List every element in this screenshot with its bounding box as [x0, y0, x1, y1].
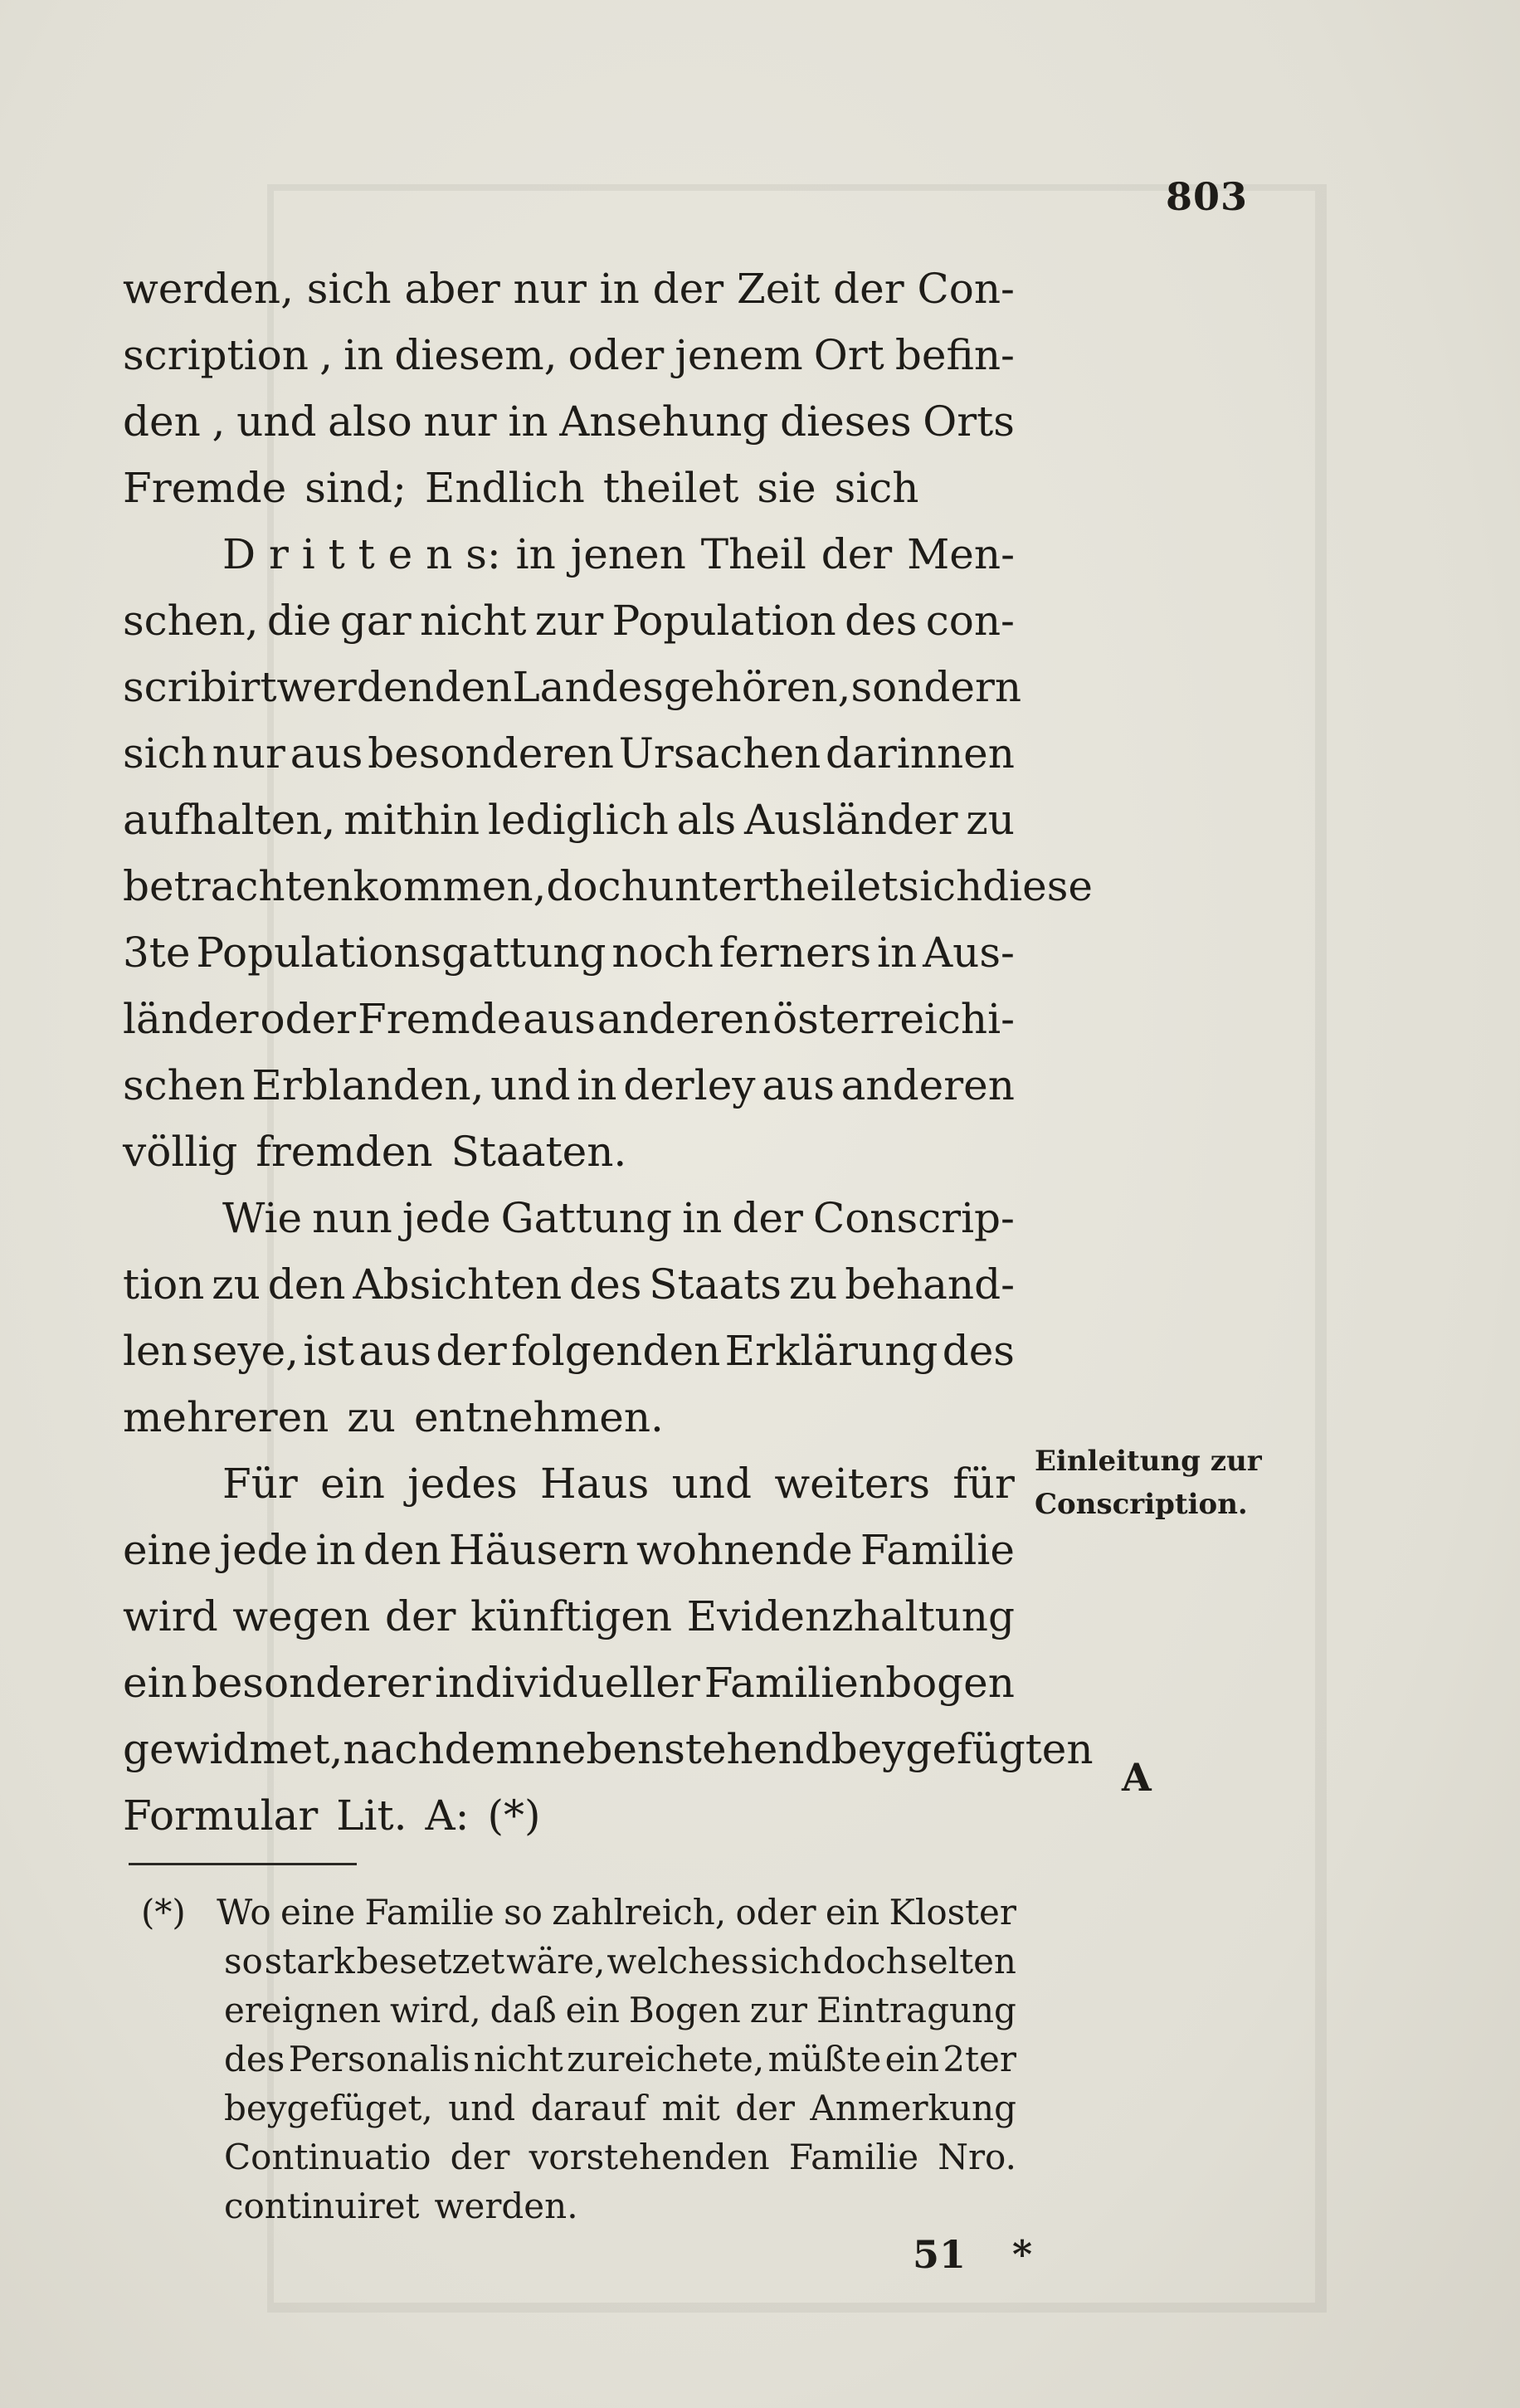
- word: der: [436, 1327, 507, 1375]
- text-line: [123, 1052, 1015, 1119]
- word: sich: [898, 862, 983, 910]
- word: Familie: [364, 1892, 494, 1933]
- word: Populationsgattung: [196, 929, 607, 977]
- word: aber: [404, 265, 500, 313]
- word: in: [315, 1526, 356, 1574]
- word: vorstehenden: [529, 2137, 770, 2177]
- word: Nro.: [938, 2137, 1016, 2177]
- word: sich: [750, 1941, 821, 1981]
- word: wird: [123, 1592, 218, 1640]
- word: völlig: [123, 1128, 238, 1176]
- word: ist: [303, 1327, 355, 1375]
- word: für: [952, 1460, 1015, 1508]
- word: zahlreich,: [552, 1892, 727, 1933]
- text-line: [123, 787, 1015, 853]
- word: sie: [757, 464, 816, 512]
- word: ein: [320, 1460, 385, 1508]
- word: der: [833, 265, 904, 313]
- word: zureichete,: [567, 2039, 765, 2079]
- footnote-line: [141, 2035, 1016, 2084]
- word: jenem: [675, 331, 803, 379]
- text-line: [123, 455, 1015, 521]
- word: ein: [123, 1659, 188, 1707]
- word: stark: [264, 1941, 355, 1981]
- word: mehreren: [123, 1393, 329, 1441]
- word: betrachten: [123, 862, 353, 910]
- word: doch: [822, 1941, 909, 1981]
- word: nur: [513, 265, 587, 313]
- page-number: 803: [1166, 174, 1249, 219]
- margin-note-line: Conscription.: [1035, 1488, 1248, 1521]
- word: Familie: [788, 2137, 919, 2177]
- word: zu: [212, 1260, 261, 1309]
- text-line: [123, 1650, 1015, 1716]
- footnote-line: [141, 1888, 1016, 1937]
- word: ereignen: [224, 1990, 382, 2030]
- word: daß: [490, 1990, 557, 2030]
- word: Staats: [649, 1260, 782, 1309]
- word: sich: [306, 265, 392, 313]
- word: ein: [825, 1892, 880, 1933]
- word: beygefügten: [831, 1725, 1094, 1773]
- word: in: [877, 929, 918, 977]
- word: in: [515, 530, 556, 578]
- word: ein: [565, 1990, 620, 2030]
- word: Erklärung: [724, 1327, 938, 1375]
- word: diesem,: [394, 331, 558, 379]
- word: Kloster: [889, 1892, 1016, 1933]
- word: diese: [982, 862, 1093, 910]
- word: gar: [339, 597, 412, 645]
- main-text-block: [123, 256, 1094, 1849]
- word: Staaten.: [451, 1128, 627, 1176]
- word: lediglich: [488, 796, 669, 844]
- word: nur: [212, 729, 285, 777]
- word: sich: [834, 464, 919, 512]
- word: werden,: [123, 265, 294, 313]
- word: ,: [212, 397, 226, 446]
- word: Theil: [700, 530, 806, 578]
- word: der: [652, 265, 724, 313]
- word: (*): [487, 1791, 541, 1840]
- word: Con-: [917, 265, 1015, 313]
- word: des: [942, 1327, 1015, 1375]
- text-line: [123, 1384, 1015, 1450]
- word: dieses: [780, 397, 912, 446]
- word: und: [671, 1460, 753, 1508]
- word: oder: [568, 331, 665, 379]
- word: darauf: [530, 2088, 647, 2128]
- footnote-line: [141, 2084, 1016, 2133]
- word: anderen: [597, 995, 772, 1043]
- word: Continuatio: [224, 2137, 431, 2177]
- word: D r i t t e n s:: [222, 530, 501, 578]
- margin-letter: A: [1122, 1755, 1152, 1800]
- text-line: [123, 322, 1015, 388]
- word: oder: [735, 1892, 816, 1933]
- word: sich: [123, 729, 207, 777]
- word: zur: [534, 597, 604, 645]
- text-line: [123, 1318, 1015, 1384]
- word: zu: [966, 796, 1015, 844]
- word: besonderen: [368, 729, 614, 777]
- word: werdenden: [276, 663, 513, 711]
- word: ,: [837, 663, 851, 711]
- text-line: [123, 853, 1093, 919]
- word: zu: [788, 1260, 838, 1309]
- word: schen: [123, 1061, 246, 1109]
- word: also: [328, 397, 412, 446]
- word: doch: [546, 862, 648, 910]
- word: aus: [290, 729, 363, 777]
- text-line: [123, 720, 1015, 787]
- word: Lit.: [336, 1791, 407, 1840]
- word: den: [363, 1526, 441, 1574]
- word: Familie: [860, 1526, 1015, 1574]
- word: con-: [925, 597, 1015, 645]
- word: Orts: [923, 397, 1015, 446]
- word: nebenstehend: [534, 1725, 831, 1773]
- word: jede: [402, 1194, 491, 1242]
- word: derley: [623, 1061, 756, 1109]
- word: untertheilet: [647, 862, 899, 910]
- word: A:: [425, 1791, 470, 1840]
- word: Ansehung: [559, 397, 769, 446]
- word: darinnen: [826, 729, 1015, 777]
- word: in: [343, 331, 384, 379]
- text-line: [123, 587, 1015, 654]
- word: Haus: [539, 1460, 650, 1508]
- text-line: [123, 1185, 1015, 1251]
- word: wird,: [390, 1990, 481, 2030]
- word: theilet: [602, 464, 739, 512]
- text-line: [123, 654, 1022, 720]
- word: ferners: [719, 929, 872, 977]
- text-line: [123, 1583, 1015, 1650]
- word: den: [123, 397, 201, 446]
- word: der: [732, 1194, 803, 1242]
- word: oder: [260, 995, 357, 1043]
- word: Bogen: [628, 1990, 741, 2030]
- word: beygefüget,: [224, 2088, 433, 2128]
- word: Fremde: [358, 995, 522, 1043]
- word: befin-: [894, 331, 1015, 379]
- word: Ausländer: [744, 796, 958, 844]
- word: und: [448, 2088, 516, 2128]
- word: Absichten: [353, 1260, 563, 1309]
- word: folgenden: [511, 1327, 721, 1375]
- text-line: [123, 919, 1015, 986]
- word: len: [123, 1327, 188, 1375]
- word: Evidenzhaltung: [686, 1592, 1015, 1640]
- word: die: [266, 597, 332, 645]
- word: nur: [423, 397, 497, 446]
- word: den: [267, 1260, 346, 1309]
- word: behand-: [845, 1260, 1015, 1309]
- signature-mark: 51 *: [913, 2232, 1033, 2277]
- word: Eintragung: [816, 1990, 1016, 2030]
- word: der: [384, 1592, 456, 1640]
- word: tion: [123, 1260, 205, 1309]
- word: wohnende: [636, 1526, 853, 1574]
- word: österreichi-: [772, 995, 1015, 1043]
- word: so: [504, 1892, 543, 1933]
- word: Personalis: [288, 2039, 470, 2079]
- word: gehören: [663, 663, 838, 711]
- text-line: [123, 521, 1015, 587]
- footnote-rule: [129, 1863, 357, 1865]
- word: besonderer: [191, 1659, 431, 1707]
- word: Population: [611, 597, 836, 645]
- word: und: [490, 1061, 571, 1109]
- word: des: [224, 2039, 285, 2079]
- text-line: [123, 1251, 1015, 1318]
- word: jenen: [570, 530, 686, 578]
- word: in: [508, 397, 548, 446]
- word: Erblanden,: [251, 1061, 485, 1109]
- word: Fremde: [123, 464, 287, 512]
- text-line: [123, 1517, 1015, 1583]
- word: zur: [749, 1990, 807, 2030]
- word: aus: [523, 995, 596, 1043]
- word: besetzet: [356, 1941, 505, 1981]
- word: scription: [123, 331, 309, 379]
- word: Gattung: [500, 1194, 672, 1242]
- text-line: [123, 388, 1015, 455]
- word: 3te: [123, 929, 191, 977]
- word: des: [845, 597, 918, 645]
- footnote-line: [141, 2181, 1016, 2230]
- word: Anmerkung: [810, 2088, 1016, 2128]
- word: in: [599, 265, 640, 313]
- word: künftigen: [470, 1592, 673, 1640]
- word: Zeit: [736, 265, 821, 313]
- word: individueller: [435, 1659, 700, 1707]
- word: welches: [607, 1941, 749, 1981]
- word: in: [577, 1061, 617, 1109]
- word: Landes: [512, 663, 664, 711]
- footnote: [141, 1888, 1016, 2230]
- word: werden.: [434, 2186, 578, 2226]
- word: aufhalten,: [123, 796, 336, 844]
- word: so: [224, 1941, 263, 1981]
- word: jedes: [407, 1460, 518, 1508]
- text-line: [123, 1716, 1094, 1782]
- word: sondern: [850, 663, 1022, 711]
- footnote-mark: (*): [141, 1892, 186, 1933]
- word: der: [450, 2137, 510, 2177]
- word: gewidmet,: [123, 1725, 343, 1773]
- word: länder: [123, 995, 259, 1043]
- footnote-line: [141, 1986, 1016, 2035]
- word: Häusern: [448, 1526, 629, 1574]
- word: noch: [611, 929, 714, 977]
- word: wäre,: [506, 1941, 606, 1981]
- word: in: [682, 1194, 723, 1242]
- text-line: [123, 1119, 1015, 1185]
- word: und: [236, 397, 317, 446]
- text-line: [123, 986, 1015, 1052]
- word: seye,: [192, 1327, 300, 1375]
- word: nicht: [473, 2039, 563, 2079]
- word: Endlich: [424, 464, 585, 512]
- word: fremden: [256, 1128, 433, 1176]
- text-line: [123, 1782, 1015, 1849]
- word: des: [569, 1260, 642, 1309]
- word: eine: [280, 1892, 356, 1933]
- word: Ort: [813, 331, 884, 379]
- word: Aus-: [923, 929, 1015, 977]
- word: mithin: [343, 796, 480, 844]
- word: Wo: [217, 1892, 271, 1933]
- word: aus: [358, 1327, 432, 1375]
- word: zu: [347, 1393, 396, 1441]
- word: als: [676, 796, 737, 844]
- footnote-line: [141, 2133, 1016, 2181]
- word: wegen: [232, 1592, 371, 1640]
- word: kommen,: [353, 862, 547, 910]
- footnote-line: [141, 1937, 1016, 1986]
- margin-note-line: Einleitung zur: [1035, 1445, 1262, 1478]
- word: jede: [219, 1526, 309, 1574]
- word: nach: [343, 1725, 445, 1773]
- word: Men-: [907, 530, 1015, 578]
- word: scribirt: [123, 663, 277, 711]
- word: sind;: [304, 464, 407, 512]
- word: dem: [444, 1725, 535, 1773]
- word: eine: [123, 1526, 212, 1574]
- word: Ursachen: [618, 729, 821, 777]
- word: weiters: [774, 1460, 930, 1508]
- margin-note: [1035, 1440, 1284, 1526]
- word: der: [735, 2088, 796, 2128]
- word: aus: [762, 1061, 835, 1109]
- word: nun: [312, 1194, 392, 1242]
- word: Familienbogen: [704, 1659, 1015, 1707]
- word: schen,: [123, 597, 259, 645]
- word: mit: [661, 2088, 720, 2128]
- word: anderen: [840, 1061, 1015, 1109]
- word: 2ter: [943, 2039, 1016, 2079]
- word: nicht: [419, 597, 527, 645]
- word: Formular: [123, 1791, 319, 1840]
- word: selten: [909, 1941, 1016, 1981]
- word: continuiret: [224, 2186, 420, 2226]
- text-line: [123, 256, 1015, 322]
- word: ein: [884, 2039, 939, 2079]
- word: der: [821, 530, 893, 578]
- word: entnehmen.: [413, 1393, 664, 1441]
- word: ,: [319, 331, 333, 379]
- word: Conscrip-: [812, 1194, 1015, 1242]
- text-line: [123, 1450, 1015, 1517]
- word: Für: [222, 1460, 298, 1508]
- word: Wie: [222, 1194, 303, 1242]
- word: müßte: [767, 2039, 882, 2079]
